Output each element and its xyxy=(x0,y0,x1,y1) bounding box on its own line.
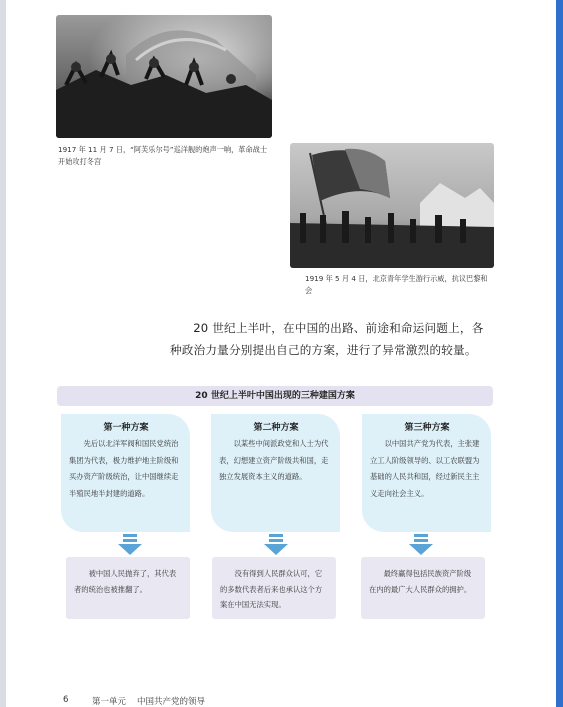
plan-box-2 xyxy=(211,414,340,532)
outcome-box-1 xyxy=(66,557,190,619)
page-left-margin xyxy=(0,0,6,707)
intro-paragraph: 20 世纪上半叶，在中国的出路、前途和命运问题上，各种政治力量分别提出自己的方案，进行了异常激烈的较量。 xyxy=(170,321,484,357)
outcome-text: 最终赢得包括民族资产阶级在内的最广大人民群众的拥护。 xyxy=(369,569,472,594)
down-arrow-icon xyxy=(408,534,434,556)
plan-description: 以某些中间派政党和人士为代表，幻想建立资产阶级共和国，走独立发展资本主义的道路。 xyxy=(219,439,329,481)
unit-label: 第一单元 xyxy=(92,697,127,707)
outcome-box-3 xyxy=(361,557,485,619)
may-fourth-photo xyxy=(290,143,494,268)
plan-box-1 xyxy=(61,414,190,532)
winter-palace-caption: 1917 年 11 月 7 日，“阿芙乐尔号”巡洋舰的炮声一响，革命战士开始攻打冬宫 xyxy=(58,145,268,166)
plan-title: 第二种方案 xyxy=(253,423,299,433)
page-number: 6 xyxy=(63,695,69,705)
outcome-text: 没有得到人民群众认可，它的多数代表者后来也承认这个方案在中国无法实现。 xyxy=(220,569,323,609)
page-right-border xyxy=(556,0,563,707)
down-arrow-icon xyxy=(263,534,289,556)
plan-title: 第一种方案 xyxy=(103,423,149,433)
unit-title: 中国共产党的领导 xyxy=(137,697,206,707)
plan-title: 第三种方案 xyxy=(404,423,450,433)
table-title: 20 世纪上半叶中国出现的三种建国方案 xyxy=(57,386,493,406)
plan-box-3 xyxy=(362,414,491,532)
outcome-text: 被中国人民抛弃了，其代表者的统治也被推翻了。 xyxy=(74,569,177,594)
down-arrow-icon xyxy=(117,534,143,556)
plan-description: 以中国共产党为代表，主张建立工人阶级领导的、以工农联盟为基础的人民共和国，经过新民主主义走向社会主义。 xyxy=(370,439,480,498)
outcome-box-2 xyxy=(212,557,336,619)
winter-palace-photo xyxy=(56,15,272,138)
plan-description: 先后以北洋军阀和国民党统治集团为代表，极力维护地主阶级和买办资产阶级统治，让中国继续走半殖民地半封建的道路。 xyxy=(69,439,179,498)
may-fourth-caption: 1919 年 5 月 4 日，北京青年学生游行示威，抗议巴黎和会 xyxy=(305,274,488,295)
